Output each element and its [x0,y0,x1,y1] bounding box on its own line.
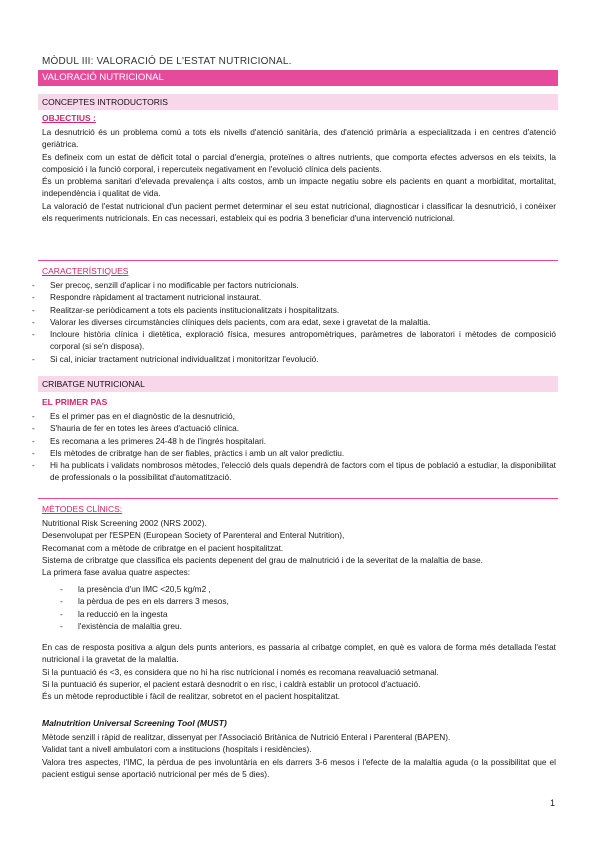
list-item: - Respondre ràpidament al tractament nutricional instaurat. [32,292,262,303]
text-line: Mètode senzill i ràpid de realitzar, dissenyat per l'Associació Britànica de Nutrició Enteral i Parenteral (BAPEN). [42,732,451,742]
divider [38,498,558,499]
list-item: - Si cal, iniciar tractament nutricional individualitzat i monitoritzar l'evolució. [32,353,319,364]
list-item: - Valorar les diverses circumstàncies clíniques dels pacients, com ara edat, sexe i gravetat de la malaltia. [32,316,431,327]
list-item: - Realitzar-se periòdicament a tots els pacients institucionalitzats i hospitalitzats. [32,304,340,315]
module-title: MÒDUL III: VALORACIÓ DE L'ESTAT NUTRICIONAL. [42,56,292,67]
text-line: La primera fase avalua quatre aspectes: [42,567,191,578]
caracteristiques-list [32,279,556,365]
subsection-bar-intro: CONCEPTES INTRODUCTORIS [38,94,558,110]
metodes-heading: MÈTODES CLÍNICS: [42,504,123,514]
text-line: En cas de resposta positiva a algun dels punts anteriors, es passaria al cribatge complet, en què es valora de forma més detallada l'estat nutricional i la gravetat de la malaltia. [42,642,556,665]
text-line: Si la puntuació és <3, es considera que no hi ha risc nutricional i només es recomana reavaluació setmanal. [42,666,439,677]
text-line: És un mètode reproductible i fàcil de realitzar, sobretot en el pacient hospitalitzat. [42,691,340,702]
paragraph: La desnutrició és un problema comú a tots els nivells d'atenció sanitària, des d'atenció primària a especialitzada i en centres d'atenció geriàtrica. [42,127,556,150]
paragraph: Es defineix com un estat de dèficit total o parcial d'energia, proteïnes o altres nutrients, que comporta efectes adversos en els teixits, la composició i la funció corporal, i repercuteix negativament en l'evolució clínica dels pacients. [42,151,556,174]
list-item: - Es el primer pas en el diagnòstic de la desnutrició, [32,411,235,421]
text-line: Si la puntuació és superior, el pacient estarà desnodrit o en risc, i caldrà establir un protocol d'actuació. [42,678,421,689]
list-item: - Ser precoç, senzill d'aplicar i no modificable per factors nutricionals. [32,280,299,290]
list-item: - Es recomana a les primeres 24-48 h de l'ingrés hospitalari. [32,435,267,446]
subsection-bar-cribatge: CRIBATGE NUTRICIONAL [38,376,558,392]
cribatge-list [32,410,556,484]
text-line: Sistema de cribratge que classifica els pacients depenent del grau de malnutrició i de la severitat de la malaltia de base. [42,554,483,565]
paragraph: És un problema sanitari d'elevada prevalença i alts costos, amb un impacte negatiu sobre els pacients en quant a morbiditat, mortalitat, independència i qualitat de vida. [42,176,556,199]
text-line: Valora tres aspectes, l'IMC, la pèrdua de pes involuntària en els darrers 3-6 mesos i l'efecte de la malaltia aguda (o la possibilitat que el pacient estigui sense aportació nutricional per més de 5 dies). [42,756,556,779]
list-item: - S'hauria de fer en totes les àrees d'actuació clínica. [32,423,240,434]
paragraph: La valoració de l'estat nutricional d'un pacient permet determinar el seu estat nutricional, diagnosticar i classificar la desnutrició, i conèixer els requeriments nutricionals. En cas necessari, estableix qui es podria 3 beneficiar d'una intervenció nutricional. [42,200,556,224]
list-item: - Els mètodes de cribratge han de ser fiables, pràctics i amb un alt valor predictiu. [32,447,345,458]
objectius-text [42,126,556,224]
caracteristiques-heading: CARACTERÍSTIQUES [42,266,129,276]
objectius-heading: OBJECTIUS : [42,113,96,123]
primer-pas-heading: EL PRIMER PAS [42,397,108,407]
list-item: - la reducció en la ingesta [60,608,168,619]
section-bar: VALORACIÓ NUTRICIONAL [38,70,558,86]
text-line: Recomanat com a mètode de cribratge en el pacient hospitalitzat. [42,542,284,553]
list-item: - Incloure història clínica i dietètica, exploració física, mesures antropomètriques, paràmetres de laboratori i mètodes de composició corporal (si se'n disposa). [32,329,556,352]
divider [38,260,558,261]
list-item: - l'existència de malaltia greu. [60,620,182,631]
list-item: - la presència d'un IMC <20,5 kg/m2 , [60,584,211,594]
text-line: Desenvolupat per l'ESPEN (European Society of Parenteral and Enteral Nutrition), [42,530,345,541]
aspects-list [60,583,540,632]
list-item: - Hi ha publicats i validats nombrosos mètodes, l'elecció dels quals dependrà de factors com el tipus de població a estudiar, la disponibilitat de professionals o la possibilitat d'automatització. [32,460,556,483]
text-line: Nutritional Risk Screening 2002 (NRS 2002). [42,518,207,528]
text-line: Validat tant a nivell ambulatori com a institucions (hospitals i residències). [42,744,312,755]
metodes-after [42,641,556,702]
list-item: - la pèrdua de pes en els darrers 3 mesos, [60,596,229,607]
metodes-intro [42,517,556,578]
page-number: 1 [550,798,556,808]
must-title: Malnutrition Universal Screening Tool (MUST) [42,718,227,728]
must-text [42,731,556,780]
